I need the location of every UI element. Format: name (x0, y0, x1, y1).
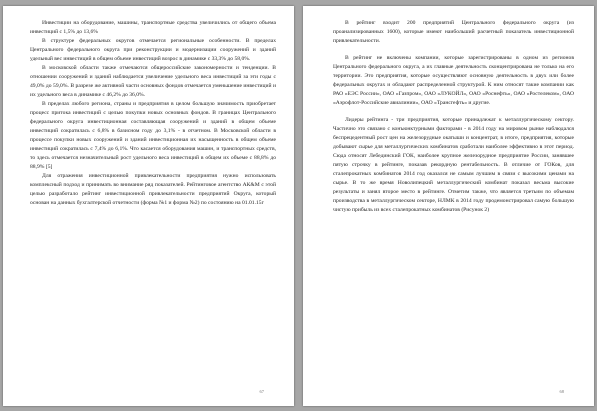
paragraph: В структуре федеральных округов отмечается региональные особенности. В пределах Центрального федерального округа при реконструкции и модернизации сооружений и зданий удельный вес инвестиций в общем объеме инвестиций возрос в динамике с 33,3% до 58,0%. (30, 38, 276, 62)
document-page-right (303, 6, 594, 406)
paragraph: Инвестиции на оборудование, машины, транспортные средства увеличились от общего объема инвестиций с 1,5% до 13,6% (30, 20, 276, 35)
paragraph: Лидеры рейтинга - три предприятия, которые принадлежат к металлургическому сектору. Частично это связано с конъюнктурными факторами - в 2014 году на мировом рынке наблюдался беспрецедентный рост цен на железорудные окатыши и концентрат, в итоге, предприятия, которые добывают сырье для металлургических комбинатов сработали наиболее эффективно в этот период. Сюда относят Лебединский ГОК, наиболее крупное железорудное предприятие России, занявшее пятую строчку в рейтинге, показав рекордную рентабельность. В отличие от ГОКов, для сталепрокатных комбинатов 2014 год оказался не самым лучшим в связи с высокими ценами на сырье. В то же время Новолипецкий металлургический комбинат показал весьма высокие результаты и занял второе место в рейтинге. Отметим также, что является третьим по объемам производства в металлургическом секторе, НЛМК в 2014 году продемонстрировал самую большую чистую прибыль из всех сталепрокатных комбинатов (Рисунок 2) (333, 117, 574, 213)
paragraph: В московской области также отмечаются общероссийские закономерности и тенденции. В отношении сооружений и зданий наблюдается увеличение удельного веса инвестиций за эти годы с 49,0% до 59,0%. В разрезе же активной части основных фондов отмечается уменьшение инвестиций и их удельного веса в динамике с 46,2% до 36,0%. (30, 65, 276, 98)
document-page-left (3, 6, 294, 406)
page-number: 67 (259, 389, 264, 394)
paragraph: В пределах любого региона, страны и предприятия в целом большую значимость приобретает процесс притока инвестиций с целью покупки новых основных фондов. В границах Центрального федерального округа инвестиционная составляющая сооружений и зданий в общем объеме инвестиций сократилась с 6,8% в базисном году до 3,1% - в отчетном. В Московской области в процессе покупки новых сооружений и зданий инвестиционная их насыщенность в общем объеме инвестиций сократилась с 7,4% до 6,1%. Что касается оборудования машин, и транспортных средств, то здесь отмечается незначительный рост удельного веса инвестиций в общем их объеме с 88,8% до 88,9% [5] (30, 101, 276, 170)
paragraph: Для отражения инвестиционной привлекательности предприятия нужно использовать комплексный подход и принимать во внимание ряд показателей. Рейтинговое агентство АК&М с этой целью разработало рейтинг инвестиционной привлекательности предприятий Округа, который основан на данных бухгалтерской отчетности (форма №1 и форма №2) по состоянию на 01.01.15г (30, 173, 276, 206)
paragraph: В рейтинг не включены компании, которые зарегистрированы в одном из регионов Центрального федерального округа, а их главные деятельность сконцентрирована не только на его территории. Это предприятия, которые осуществляют основную деятельность в двух или более федеральных округах и обладают распределенной структурой. К ним относят такие компании как РАО «ЕЭС России», ОАО «Газпром», ОАО «ЛУКОЙЛ», ОАО «Роснефть», ОАО «Ростелеком», ОАО «Аэрофлот-Российские авиалинии», ОАО «Трансгефть» и другие. (333, 55, 574, 106)
page-text (333, 19, 574, 215)
page-number: 68 (559, 389, 564, 394)
paragraph: В рейтинг входит 200 предприятий Центрального федерального округа (из проанализированных 1600), которые имеют наибольший расчетный показатель инвестиционной привлекательности. (333, 20, 574, 44)
page-text (30, 19, 276, 208)
